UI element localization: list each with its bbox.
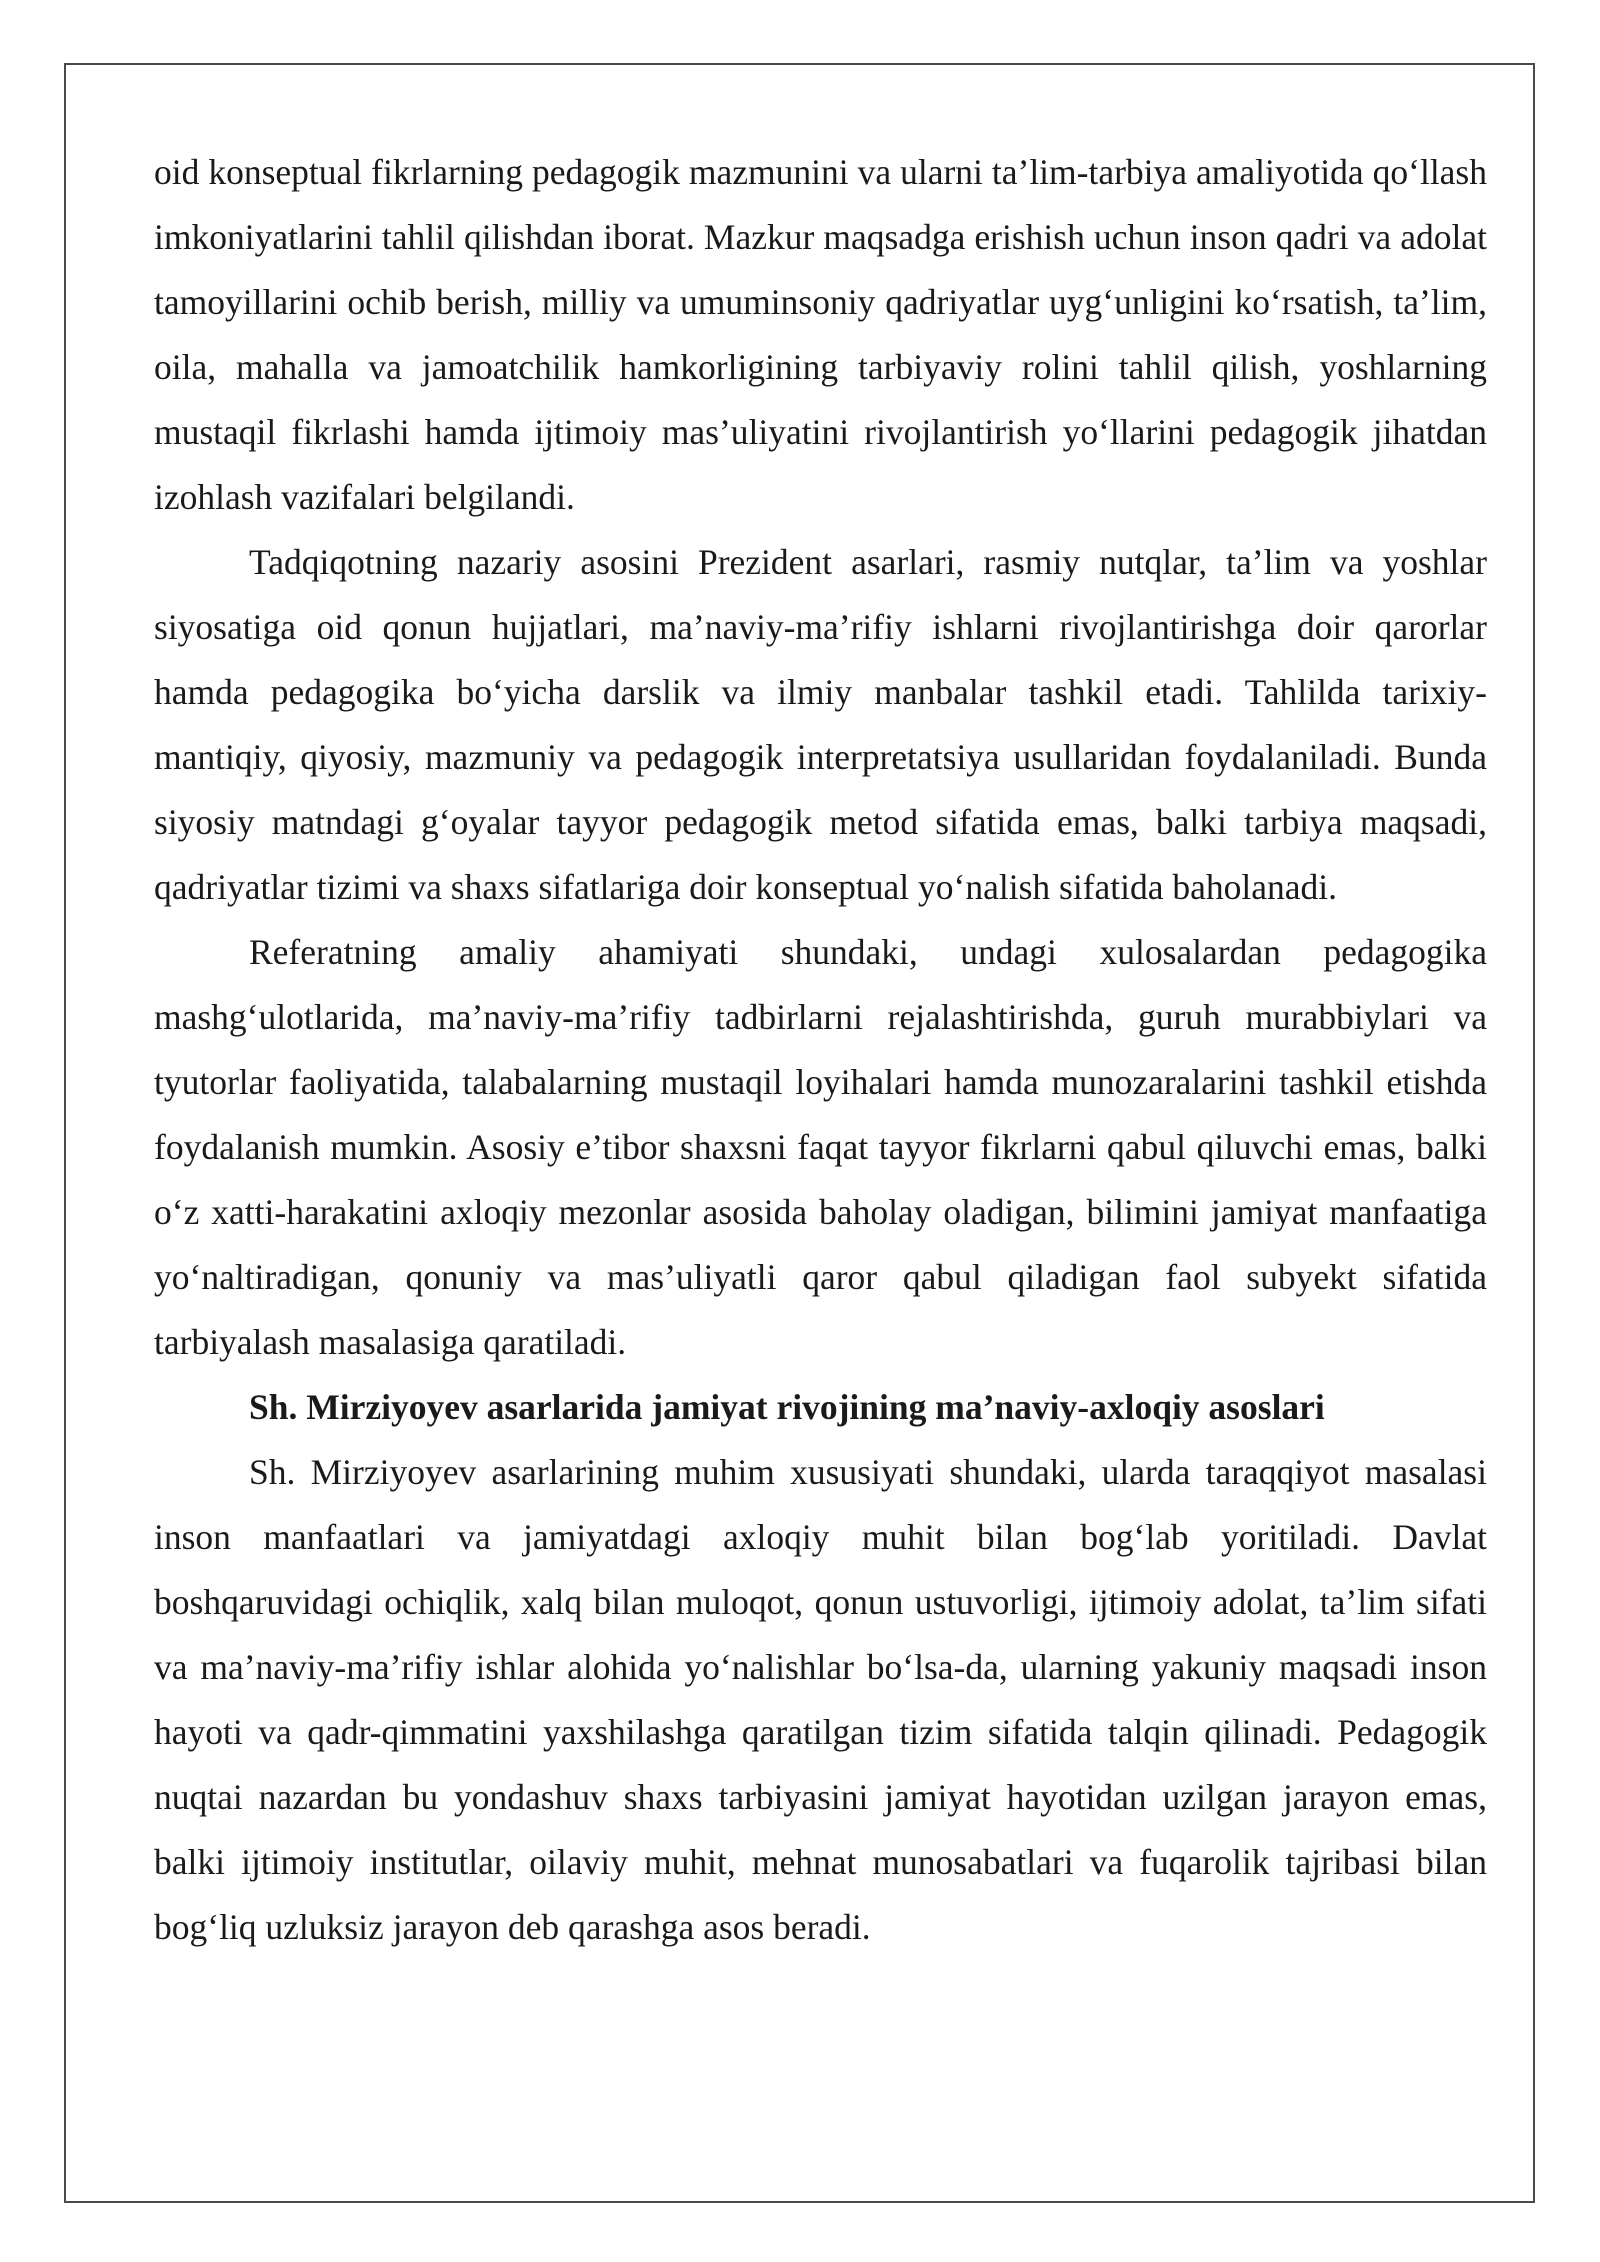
paragraph-practical-significance: Referatning amaliy ahamiyati shundaki, undagi xulosalardan pedagogika mashg‘ulotlarida, ma’naviy-ma’rifiy tadbirlarni rejalashtirishda, guruh murabbiylari va tyutorlar faoliyatida, talabalarning mustaqil loyihalari hamda munozaralarini tashkil etishda foydalanish mumkin. Asosiy e’tibor shaxsni faqat tayyor fikrlarni qabul qiluvchi emas, balki o‘z xatti-harakatini axloqiy mezonlar asosida baholay oladigan, bilimini jamiyat manfaatiga yo‘naltiradigan, qonuniy va mas’uliyatli qaror qabul qiladigan faol subyekt sifatida tarbiyalash masalasiga qaratiladi. — [154, 932, 1487, 1362]
document-body — [154, 140, 1487, 1960]
paragraph-section-body: Sh. Mirziyoyev asarlarining muhim xususiyati shundaki, ularda taraqqiyot masalasi inson manfaatlari va jamiyatdagi axloqiy muhit bilan bog‘lab yoritiladi. Davlat boshqaruvidagi ochiqlik, xalq bilan muloqot, qonun ustuvorligi, ijtimoiy adolat, ta’lim sifati va ma’naviy-ma’rifiy ishlar alohida yo‘nalishlar bo‘lsa-da, ularning yakuniy maqsadi inson hayoti va qadr-qimmatini yaxshilashga qaratilgan tizim sifatida talqin qilinadi. Pedagogik nuqtai nazardan bu yondashuv shaxs tarbiyasini jamiyat hayotidan uzilgan jarayon emas, balki ijtimoiy institutlar, oilaviy muhit, mehnat munosabatlari va fuqarolik tajribasi bilan bog‘liq uzluksiz jarayon deb qarashga asos beradi. — [154, 1452, 1487, 1947]
paragraph-theoretical-basis: Tadqiqotning nazariy asosini Prezident asarlari, rasmiy nutqlar, ta’lim va yoshlar siyosatiga oid qonun hujjatlari, ma’naviy-ma’rifiy ishlarni rivojlantirishga doir qarorlar hamda pedagogika bo‘yicha darslik va ilmiy manbalar tashkil etadi. Tahlilda tarixiy-mantiqiy, qiyosiy, mazmuniy va pedagogik interpretatsiya usullaridan foydalaniladi. Bunda siyosiy matndagi g‘oyalar tayyor pedagogik metod sifatida emas, balki tarbiya maqsadi, qadriyatlar tizimi va shaxs sifatlariga doir konseptual yo‘nalish sifatida baholanadi. — [154, 542, 1487, 907]
section-heading: Sh. Mirziyoyev asarlarida jamiyat rivojining ma’naviy-axloqiy asoslari — [249, 1387, 1325, 1427]
paragraph-continued: oid konseptual fikrlarning pedagogik mazmunini va ularni ta’lim-tarbiya amaliyotida qo‘llash imkoniyatlarini tahlil qilishdan iborat. Mazkur maqsadga erishish uchun inson qadri va adolat tamoyillarini ochib berish, milliy va umuminsoniy qadriyatlar uyg‘unligini ko‘rsatish, ta’lim, oila, mahalla va jamoatchilik hamkorligining tarbiyaviy rolini tahlil qilish, yoshlarning mustaqil fikrlashi hamda ijtimoiy mas’uliyatini rivojlantirish yo‘llarini pedagogik jihatdan izohlash vazifalari belgilandi. — [154, 152, 1487, 517]
